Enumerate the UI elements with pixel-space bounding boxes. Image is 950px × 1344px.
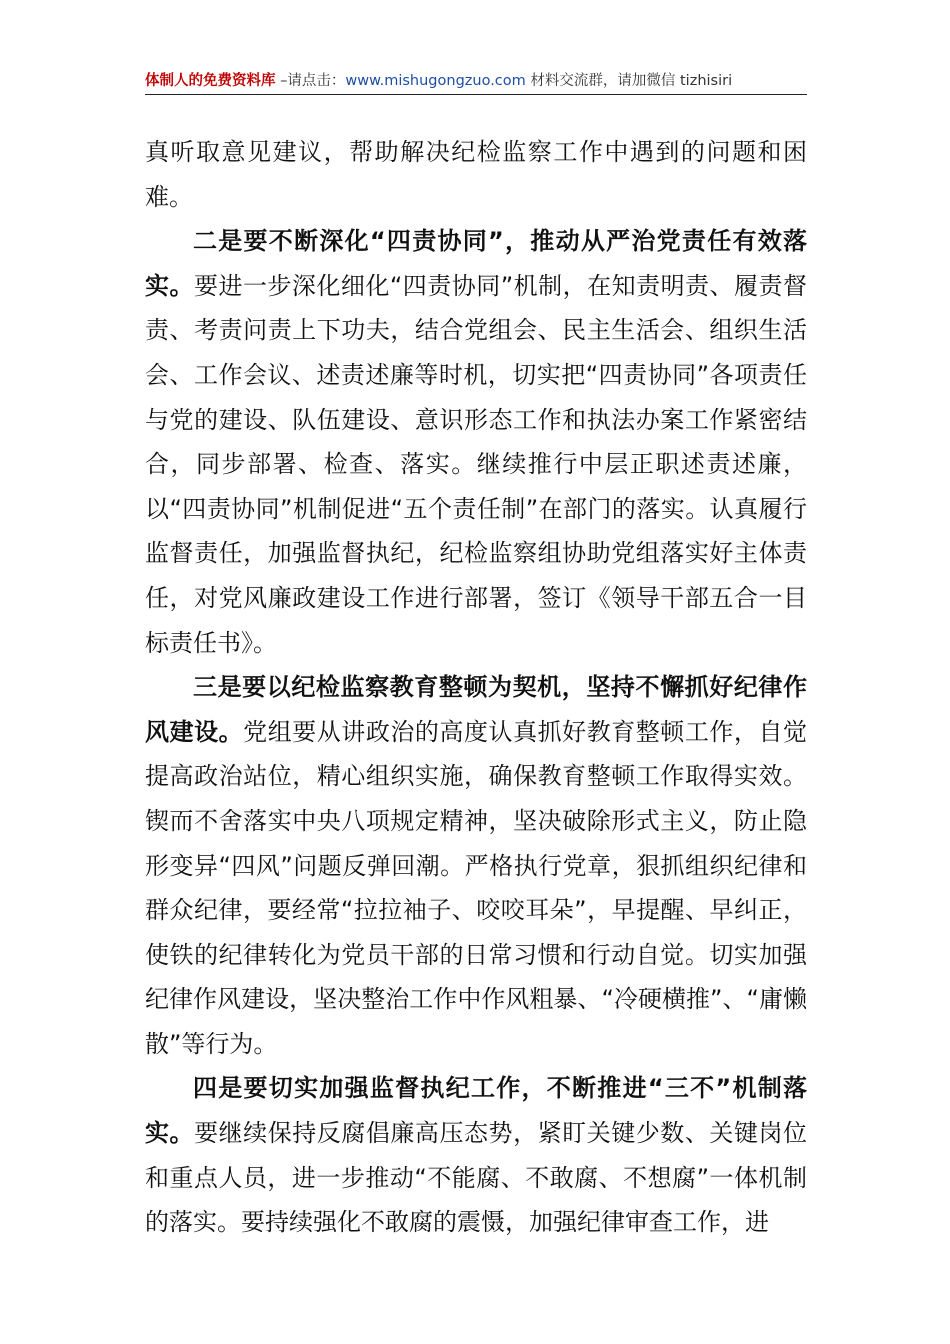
paragraph-text: 要进一步深化细化“四责协同”机制，在知责明责、履责督责、考责问责上下功夫，结合党组会、民主生活会、组织生活会、工作会议、述责述廉等时机，切实把“四责协同”各项责任与党的建设、队伍建设、意识形态工作和执法办案工作紧密结合，同步部署、检查、落实。继续推行中层正职述责述廉，以“四责协同”机制促进“五个责任制”在部门的落实。认真履行监督责任，加强监督执纪，纪检监察组协助党组落实好主体责任，对党风廉政建设工作进行部署，签订《领导干部五合一目标责任书》。 xyxy=(145,271,808,657)
paragraph-point-two xyxy=(145,219,807,665)
header-wechat-note: 材料交流群，请加微信 tizhisiri xyxy=(525,73,733,89)
document-body xyxy=(145,130,807,1245)
paragraph-text: 真听取意见建议，帮助解决纪检监察工作中遇到的问题和困难。 xyxy=(145,138,807,211)
paragraph-point-three xyxy=(145,665,807,1066)
header-url-link[interactable]: www.mishugongzuo.com xyxy=(345,73,526,89)
paragraph-lead: 四是要切实加强监督执纪工作，不断推进“三不”机制落实。 xyxy=(145,1074,807,1148)
header-brand: 体制人的免费资料库 xyxy=(145,73,276,89)
paragraph-text: 党组要从讲政治的高度认真抓好教育整顿工作，自觉提高政治站位，精心组织实施，确保教育整顿工作取得实效。锲而不舍落实中央八项规定精神，坚决破除形式主义，防止隐形变异“四风”问题反弹回潮。严格执行党章，狠抓组织纪律和群众纪律，要经常“拉拉袖子、咬咬耳朵”，早提醒、早纠正，使铁的纪律转化为党员干部的日常习惯和行动自觉。切实加强纪律作风建设，坚决整治工作中作风粗暴、“冷硬横推”、“庸懒散”等行为。 xyxy=(145,717,808,1058)
paragraph-text: 要继续保持反腐倡廉高压态势，紧盯关键少数、关键岗位和重点人员，进一步推动“不能腐、不敢腐、不想腐”一体机制的落实。要持续强化不敢腐的震慑，加强纪律审查工作，进 xyxy=(145,1119,807,1237)
paragraph-lead: 二是要不断深化“四责协同”，推动从严治党责任有效落实。 xyxy=(145,227,807,300)
paragraph-lead: 三是要以纪检监察教育整顿为契机，坚持不懈抓好纪律作风建设。 xyxy=(145,673,807,746)
paragraph-point-four xyxy=(145,1066,807,1244)
page-header xyxy=(145,68,807,95)
header-prompt: –请点击： xyxy=(275,73,346,89)
paragraph-continuation xyxy=(145,130,807,219)
